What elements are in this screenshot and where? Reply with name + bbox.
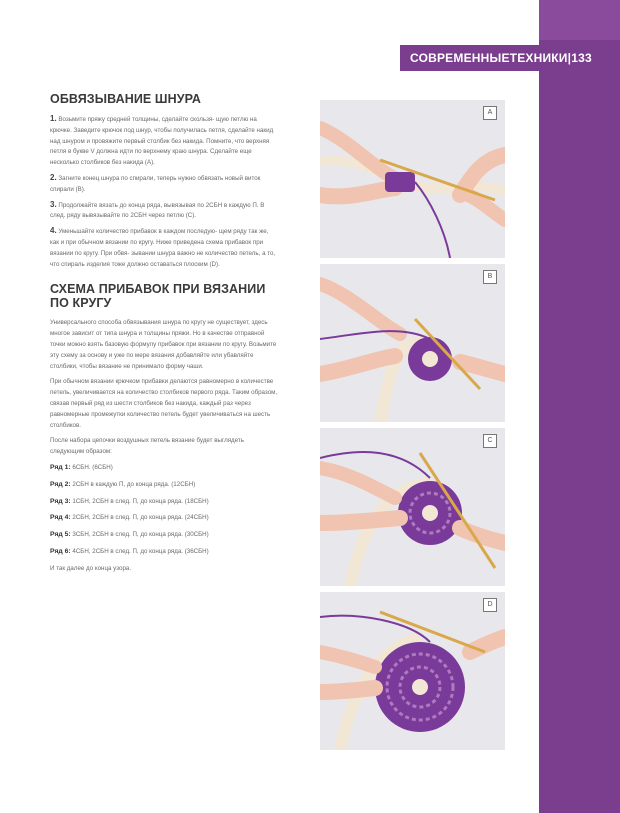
row-4-text: 2СБН, 2СБН в след. П, до конца ряда. (24СБН) bbox=[72, 514, 209, 522]
row-5-label: Ряд 5: bbox=[50, 531, 71, 539]
row-1 bbox=[50, 463, 278, 474]
photo-b-illustration bbox=[320, 264, 505, 422]
row-4 bbox=[50, 513, 278, 524]
photo-c-illustration bbox=[320, 428, 505, 586]
photo-a-illustration bbox=[320, 100, 505, 258]
row-3-label: Ряд 3: bbox=[50, 497, 71, 505]
sidebar-top-block bbox=[539, 0, 620, 40]
step-4-num: 4. bbox=[50, 226, 57, 236]
step-3-text: Продолжайте вязать до конца ряда, вывязывая по 2СБН в каждую П. В след. ряду вывязывайте по 2СБН через петлю (С). bbox=[50, 201, 265, 220]
page-header-title: СОВРЕМЕННЫЕТЕХНИКИ|133 bbox=[410, 51, 592, 65]
row-6-text: 4СБН, 2СБН в след. П, до конца ряда. (36СБН) bbox=[72, 547, 209, 555]
photo-a-tag: A bbox=[483, 106, 497, 120]
row-1-label: Ряд 1: bbox=[50, 463, 71, 471]
step-3-num: 3. bbox=[50, 199, 57, 209]
section1-heading: ОБВЯЗЫВАНИЕ ШНУРА bbox=[50, 92, 202, 106]
step-1-num: 1. bbox=[50, 114, 57, 123]
photo-c-tag: C bbox=[483, 434, 497, 448]
row-6-label: Ряд 6: bbox=[50, 547, 71, 555]
step-2-text: Загните конец шнура по спирали, теперь нужно обвязать новый виток спирали (В). bbox=[50, 174, 261, 193]
row-2-label: Ряд 2: bbox=[50, 480, 71, 488]
photo-b bbox=[320, 264, 505, 422]
row-2 bbox=[50, 480, 278, 491]
row-5 bbox=[50, 530, 278, 541]
purple-sidebar bbox=[539, 0, 620, 813]
paragraph-1: Универсального способа обвязывания шнура по кругу не существует, здесь многое зависит от типа шнура и толщины пряжи. Но в качестве отправной точки можно взять базовую формулу прибавок при вязании по кругу. Возьмите эту схему за основу и уже по мере вязания добавляйте или убавляйте столбики, чтобы вязание не принимало форму чаши. bbox=[50, 319, 277, 370]
step-4-text: Уменьшайте количество прибавок в каждом последую- щем ряду так же, как и при обычном вязании по кругу. Ниже приведена схема прибавок при вязании по кругу. При обвя- зывании шнура важно не количество петель, а то, что спираль изделия тоже должно оставаться плоским (D). bbox=[50, 228, 276, 268]
photo-d-illustration bbox=[320, 592, 505, 750]
step-4 bbox=[50, 226, 278, 270]
row-2-text: 2СБН в каждую П, до конца ряда. (12СБН) bbox=[72, 480, 196, 488]
photo-column bbox=[320, 100, 505, 756]
row-4-label: Ряд 4: bbox=[50, 514, 71, 522]
step-1 bbox=[50, 114, 278, 169]
step-3 bbox=[50, 200, 278, 223]
photo-a bbox=[320, 100, 505, 258]
row-1-text: 6СБН. (6СБН) bbox=[72, 463, 113, 471]
closing-text: И так далее до конца узора. bbox=[50, 564, 132, 572]
step-2-num: 2. bbox=[50, 172, 57, 182]
photo-b-tag: B bbox=[483, 270, 497, 284]
paragraph-2: При обычном вязании крючком прибавки делаются равномерно в количестве петель, увеличивается на количество столбиков первого ряда. Таким образом, связав первый ряд из шести столбиков без накида, каждый раз через равномерные промежутки количество петель будет увеличиваться на шесть столбиков. bbox=[50, 378, 278, 429]
row-3-text: 1СБН, 2СБН в след. П, до конца ряда. (18СБН) bbox=[72, 497, 209, 505]
photo-d-tag: D bbox=[483, 598, 497, 612]
paragraph-3: После набора цепочки воздушных петель вязание будет выглядеть следующим образом: bbox=[50, 437, 244, 456]
step-1-text: Возьмите пряжу средней толщины, сделайте скользя- щую петлю на крючке. Заведите крючок под шнур, чтобы получилась петля, сделайте накид над шнуром и провяжите первый столбик без накида. Помните, что верхняя петля в букве V должна идти по верхнему краю шнура. Сделайте еще несколько столбиков без накида (А). bbox=[50, 116, 274, 167]
section2-heading: СХЕМА ПРИБАВОК ПРИ ВЯЗАНИИ ПО КРУГУ bbox=[50, 282, 266, 311]
row-3 bbox=[50, 497, 278, 508]
row-5-text: 3СБН, 2СБН в след. П, до конца ряда. (30СБН) bbox=[72, 531, 209, 539]
text-column bbox=[50, 92, 278, 580]
step-2 bbox=[50, 173, 278, 196]
row-6 bbox=[50, 547, 278, 558]
photo-d bbox=[320, 592, 505, 750]
photo-c bbox=[320, 428, 505, 586]
